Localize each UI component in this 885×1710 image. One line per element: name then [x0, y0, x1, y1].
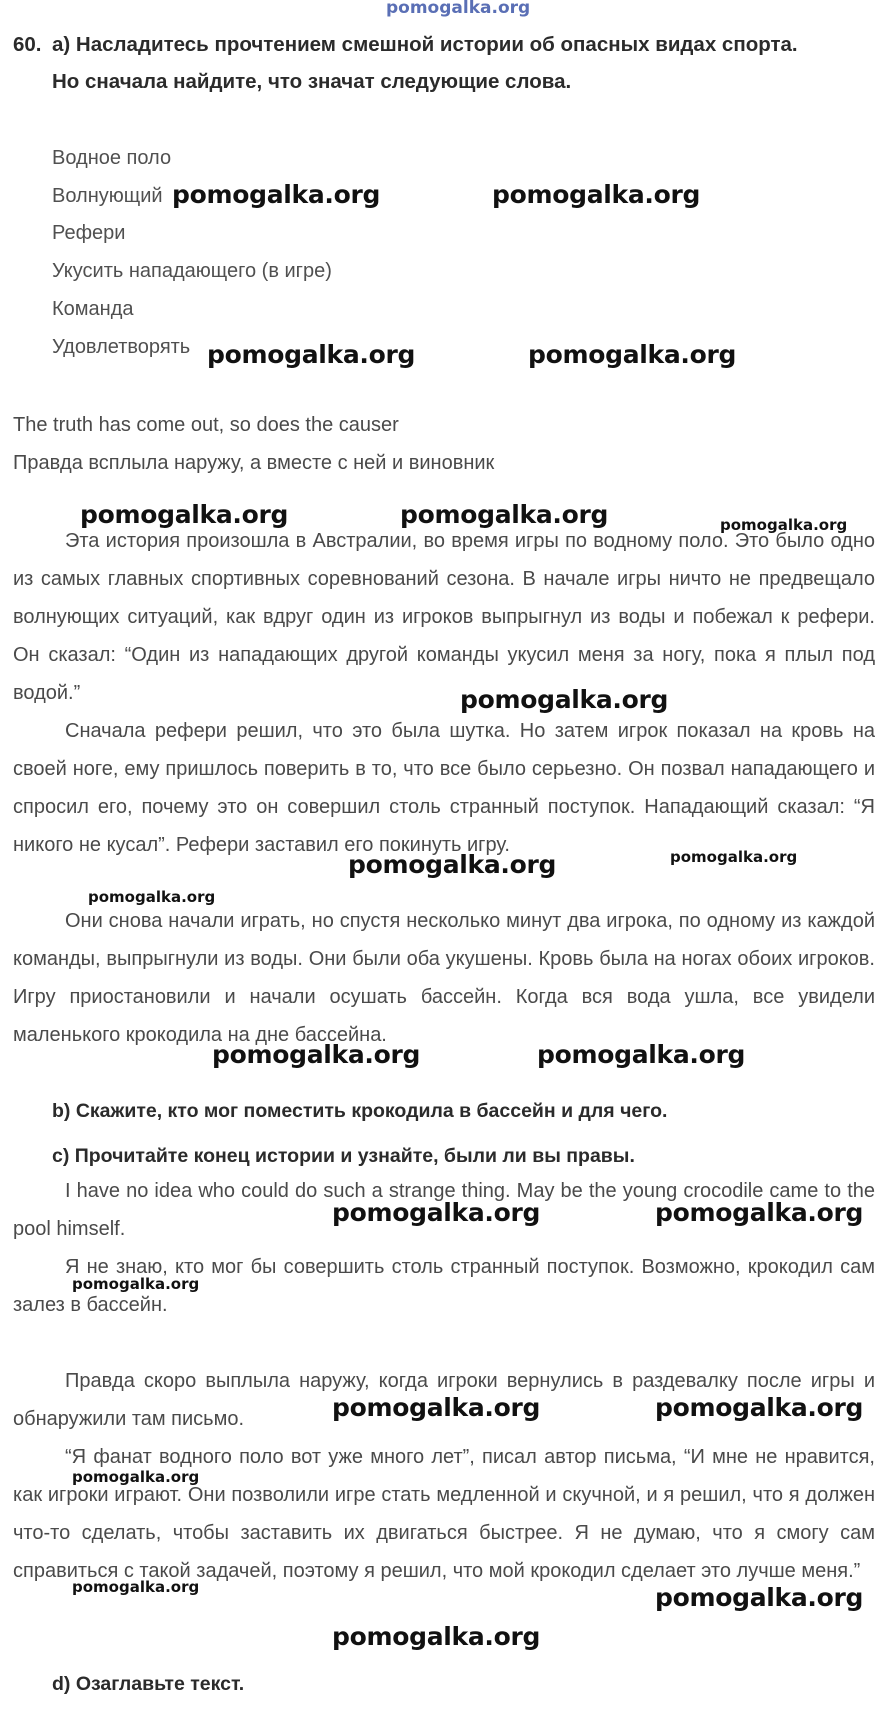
watermark: pomogalka.org	[332, 1622, 541, 1651]
watermark: pomogalka.org	[348, 850, 557, 879]
watermark: pomogalka.org	[670, 848, 798, 866]
vocab-word: Волнующий	[52, 185, 163, 207]
watermark: pomogalka.org	[80, 500, 289, 529]
vocab-word: Рефери	[52, 222, 126, 244]
task-a-line1: a) Насладитесь прочтением смешной истории об опасных видах спорта.	[52, 33, 798, 56]
watermark: pomogalka.org	[528, 340, 737, 369]
watermark: pomogalka.org	[72, 1468, 200, 1486]
task-c: c) Прочитайте конец истории и узнайте, были ли вы правы.	[52, 1145, 635, 1167]
vocab-word: Команда	[52, 298, 134, 320]
task-a-line2: Но сначала найдите, что значат следующие слова.	[52, 70, 572, 93]
watermark: pomogalka.org	[332, 1393, 541, 1422]
story-paragraph-1: Эта история произошла в Австралии, во время игры по водному поло. Это было одно из самых главных спортивных соревнований сезона. В начале игры ничто не предвещало волнующих ситуаций, как вдруг один из игроков выпрыгнул из воды и побежал к рефери. Он сказал: “Один из нападающих другой команды укусил меня за ногу, пока я плыл под водой.”	[13, 530, 875, 704]
task-number: 60.	[13, 33, 42, 56]
watermark: pomogalka.org	[207, 340, 416, 369]
watermark: pomogalka.org	[460, 685, 669, 714]
title-english: The truth has come out, so does the causer	[13, 414, 399, 436]
top-watermark: pomogalka.org	[386, 0, 531, 18]
c-english-text: I have no idea who could do such a strange thing. May be the young crocodile came to the pool himself.	[13, 1180, 875, 1240]
task-d: d) Озаглавьте текст.	[52, 1673, 245, 1695]
watermark: pomogalka.org	[72, 1578, 200, 1596]
vocab-word: Укусить нападающего (в игре)	[52, 260, 332, 282]
story-paragraph-2: Сначала рефери решил, что это была шутка. Но затем игрок показал на кровь на своей ноге, ему пришлось поверить в то, что все было серьезно. Он позвал нападающего и спросил его, почему это он совершил столь странный поступок. Нападающий сказал: “Я никого не кусал”. Рефери заставил его покинуть игру.	[13, 720, 875, 856]
ending-paragraph-1: Правда скоро выплыла наружу, когда игроки вернулись в раздевалку после игры и обнаружили там письмо.	[13, 1370, 875, 1430]
watermark: pomogalka.org	[212, 1040, 421, 1069]
ending-paragraph-2: “Я фанат водного поло вот уже много лет”, писал автор письма, “И мне не нравится, как игроки играют. Они позволили игре стать медленной и скучной, и я решил, что я должен что-то сделать, чтобы заставить их двигаться быстрее. Я не думаю, что я смогу сам справиться с такой задачей, поэтому я решил, что мой крокодил сделает это лучше меня.”	[13, 1446, 875, 1582]
watermark: pomogalka.org	[720, 516, 848, 534]
task-b: b) Скажите, кто мог поместить крокодила в бассейн и для чего.	[52, 1100, 668, 1122]
watermark: pomogalka.org	[400, 500, 609, 529]
vocab-word: Удовлетворять	[52, 336, 191, 358]
watermark: pomogalka.org	[537, 1040, 746, 1069]
watermark: pomogalka.org	[172, 180, 381, 209]
watermark: pomogalka.org	[655, 1198, 864, 1227]
watermark: pomogalka.org	[72, 1275, 200, 1293]
vocab-word: Водное поло	[52, 147, 172, 169]
watermark: pomogalka.org	[332, 1198, 541, 1227]
watermark: pomogalka.org	[492, 180, 701, 209]
watermark: pomogalka.org	[655, 1393, 864, 1422]
watermark: pomogalka.org	[88, 888, 216, 906]
c-russian-text: Я не знаю, кто мог бы совершить столь странный поступок. Возможно, крокодил сам залез в бассейн.	[13, 1256, 875, 1316]
story-paragraph-3: Они снова начали играть, но спустя несколько минут два игрока, по одному из каждой команды, выпрыгнули из воды. Они были оба укушены. Кровь была на ногах обоих игроков. Игру приостановили и начали осушать бассейн. Когда вся вода ушла, все увидели маленького крокодила на дне бассейна.	[13, 910, 875, 1046]
title-russian: Правда всплыла наружу, а вместе с ней и виновник	[13, 452, 495, 474]
watermark: pomogalka.org	[655, 1583, 864, 1612]
